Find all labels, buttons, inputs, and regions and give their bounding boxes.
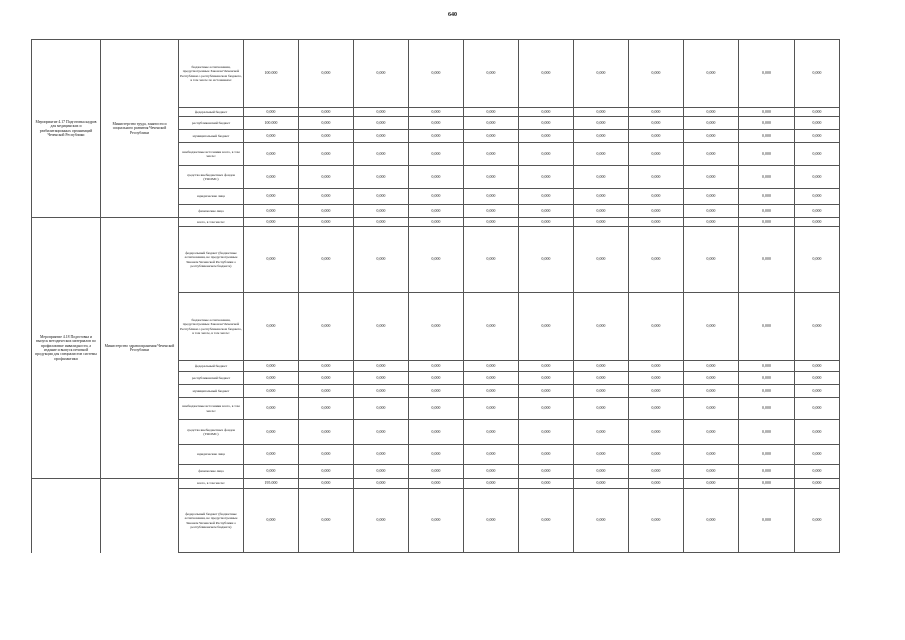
amount-cell: 0,000 <box>574 227 629 293</box>
amount-cell: 0,000 <box>519 293 574 361</box>
amount-cell: 0,000 <box>684 479 739 489</box>
amount-cell: 0,000 <box>574 361 629 372</box>
amount-cell: 0,000 <box>409 189 464 205</box>
amount-cell: 0,000 <box>409 479 464 489</box>
amount-cell: 0,000 <box>244 372 299 385</box>
amount-cell: 0,000 <box>629 420 684 445</box>
amount-cell: 0,000 <box>464 398 519 420</box>
amount-cell: 0,000 <box>795 372 840 385</box>
executor-cell: Министерство труда, занятости и социального развития Чеченской Республики <box>101 40 179 218</box>
amount-cell: 0,000 <box>574 293 629 361</box>
funding-source-cell: всего, в том числе: <box>179 218 244 227</box>
amount-cell: 0,000 <box>299 361 354 372</box>
amount-cell: 0,000 <box>574 205 629 218</box>
amount-cell: 0,000 <box>519 130 574 143</box>
amount-cell: 0,000 <box>299 130 354 143</box>
amount-cell: 0,000 <box>354 372 409 385</box>
amount-cell: 0,000 <box>629 218 684 227</box>
amount-cell: 0,000 <box>464 489 519 553</box>
funding-source-cell: физические лица <box>179 205 244 218</box>
amount-cell: 0,000 <box>464 40 519 108</box>
amount-cell: 0,000 <box>464 445 519 465</box>
amount-cell: 0,000 <box>684 445 739 465</box>
amount-cell: 0,000 <box>629 143 684 166</box>
amount-cell: 0,000 <box>629 189 684 205</box>
amount-cell: 0,000 <box>629 445 684 465</box>
amount-cell: 0,000 <box>795 227 840 293</box>
amount-cell: 0,000 <box>299 489 354 553</box>
amount-cell: 0,000 <box>299 385 354 398</box>
amount-cell: 0,000 <box>739 108 795 117</box>
amount-cell: 0,000 <box>244 489 299 553</box>
amount-cell: 0,000 <box>795 40 840 108</box>
amount-cell: 0,000 <box>519 40 574 108</box>
amount-cell: 0,000 <box>244 385 299 398</box>
amount-cell: 0,000 <box>464 372 519 385</box>
amount-cell: 0,000 <box>354 479 409 489</box>
amount-cell: 0,000 <box>354 189 409 205</box>
funding-source-cell: муниципальный бюджет <box>179 385 244 398</box>
amount-cell: 0,000 <box>244 398 299 420</box>
amount-cell: 0,000 <box>354 445 409 465</box>
amount-cell: 0,000 <box>299 445 354 465</box>
amount-cell: 0,000 <box>739 398 795 420</box>
event-name-cell <box>32 479 101 553</box>
amount-cell: 0,000 <box>574 398 629 420</box>
amount-cell: 0,000 <box>795 143 840 166</box>
amount-cell: 195.000 <box>244 479 299 489</box>
amount-cell: 0,000 <box>739 227 795 293</box>
amount-cell: 100.000 <box>244 40 299 108</box>
amount-cell: 0,000 <box>795 166 840 189</box>
amount-cell: 0,000 <box>354 420 409 445</box>
amount-cell: 0,000 <box>684 465 739 479</box>
amount-cell: 0,000 <box>684 361 739 372</box>
amount-cell: 0,000 <box>244 218 299 227</box>
funding-source-cell: федеральный бюджет <box>179 108 244 117</box>
amount-cell: 0,000 <box>299 108 354 117</box>
amount-cell: 0,000 <box>409 40 464 108</box>
amount-cell: 0,000 <box>795 218 840 227</box>
amount-cell: 0,000 <box>629 398 684 420</box>
amount-cell: 0,000 <box>354 130 409 143</box>
amount-cell: 0,000 <box>795 398 840 420</box>
amount-cell: 0,000 <box>574 218 629 227</box>
amount-cell: 0,000 <box>244 293 299 361</box>
amount-cell: 0,000 <box>464 108 519 117</box>
amount-cell: 0,000 <box>299 143 354 166</box>
amount-cell: 0,000 <box>684 166 739 189</box>
funding-source-cell: республиканский бюджет <box>179 117 244 130</box>
amount-cell: 0,000 <box>795 205 840 218</box>
funding-source-cell: бюджетные ассигнования, предусмотренные Законом Чеченской Республики о республиканском бюджете, в том числе по источникам: <box>179 40 244 108</box>
amount-cell: 0,000 <box>684 130 739 143</box>
amount-cell: 0,000 <box>244 445 299 465</box>
amount-cell: 0,000 <box>739 117 795 130</box>
amount-cell: 0,000 <box>629 479 684 489</box>
amount-cell: 0,000 <box>409 117 464 130</box>
amount-cell: 0,000 <box>464 420 519 445</box>
amount-cell: 0,000 <box>519 479 574 489</box>
amount-cell: 0,000 <box>519 361 574 372</box>
amount-cell: 0,000 <box>354 166 409 189</box>
amount-cell: 0,000 <box>629 465 684 479</box>
amount-cell: 0,000 <box>519 489 574 553</box>
amount-cell: 0,000 <box>739 143 795 166</box>
amount-cell: 0,000 <box>795 293 840 361</box>
funding-source-cell: юридические лица <box>179 189 244 205</box>
page-number: 640 <box>448 12 457 18</box>
amount-cell: 0,000 <box>299 479 354 489</box>
amount-cell: 0,000 <box>409 489 464 553</box>
amount-cell: 0,000 <box>299 218 354 227</box>
amount-cell: 0,000 <box>795 465 840 479</box>
amount-cell: 0,000 <box>464 218 519 227</box>
amount-cell: 0,000 <box>464 189 519 205</box>
amount-cell: 0,000 <box>409 398 464 420</box>
amount-cell: 0,000 <box>739 479 795 489</box>
amount-cell: 0,000 <box>409 445 464 465</box>
amount-cell: 0,000 <box>244 361 299 372</box>
amount-cell: 0,000 <box>795 479 840 489</box>
amount-cell: 0,000 <box>574 465 629 479</box>
amount-cell: 0,000 <box>629 361 684 372</box>
amount-cell: 0,000 <box>464 479 519 489</box>
amount-cell: 0,000 <box>519 189 574 205</box>
funding-source-cell: федеральный бюджет (бюджетные ассигнования, не предусмотренные Законом Чеченской Республики о республиканском бюджете) <box>179 227 244 293</box>
amount-cell: 0,000 <box>354 108 409 117</box>
amount-cell: 0,000 <box>244 130 299 143</box>
amount-cell: 0,000 <box>574 130 629 143</box>
amount-cell: 0,000 <box>299 117 354 130</box>
amount-cell: 0,000 <box>299 398 354 420</box>
amount-cell: 0,000 <box>684 189 739 205</box>
amount-cell: 0,000 <box>684 489 739 553</box>
amount-cell: 0,000 <box>684 108 739 117</box>
amount-cell: 0,000 <box>629 108 684 117</box>
funding-source-cell: федеральный бюджет (бюджетные ассигнования, не предусмотренные Законом Чеченской Республики о республиканском бюджете) <box>179 489 244 553</box>
amount-cell: 0,000 <box>354 293 409 361</box>
amount-cell: 0,000 <box>739 130 795 143</box>
amount-cell: 0,000 <box>464 385 519 398</box>
amount-cell: 0,000 <box>519 143 574 166</box>
amount-cell: 0,000 <box>629 385 684 398</box>
amount-cell: 0,000 <box>739 445 795 465</box>
funding-source-cell: муниципальный бюджет <box>179 130 244 143</box>
amount-cell: 0,000 <box>464 143 519 166</box>
amount-cell: 0,000 <box>519 108 574 117</box>
amount-cell: 0,000 <box>519 398 574 420</box>
funding-source-cell: федеральный бюджет <box>179 361 244 372</box>
event-name-cell: Мероприятие 4.18 Подготовка и выпуск методических материалов по профилактике инвалидности, а издание и выпуск печатной продукции для специалистов системы профилактики <box>32 218 101 479</box>
amount-cell: 0,000 <box>574 166 629 189</box>
amount-cell: 0,000 <box>299 40 354 108</box>
funding-source-cell: средства внебюджетных фондов (ТФОМС) <box>179 166 244 189</box>
amount-cell: 0,000 <box>464 465 519 479</box>
amount-cell: 0,000 <box>244 420 299 445</box>
amount-cell: 0,000 <box>299 189 354 205</box>
amount-cell: 0,000 <box>739 166 795 189</box>
funding-source-cell: внебюджетные источники всего, в том числе: <box>179 398 244 420</box>
amount-cell: 0,000 <box>409 130 464 143</box>
amount-cell: 0,000 <box>354 40 409 108</box>
amount-cell: 0,000 <box>354 361 409 372</box>
amount-cell: 0,000 <box>464 293 519 361</box>
amount-cell: 0,000 <box>574 479 629 489</box>
amount-cell: 0,000 <box>464 117 519 130</box>
amount-cell: 0,000 <box>299 205 354 218</box>
amount-cell: 0,000 <box>739 465 795 479</box>
amount-cell: 0,000 <box>464 361 519 372</box>
amount-cell: 0,000 <box>354 385 409 398</box>
amount-cell: 0,000 <box>409 420 464 445</box>
amount-cell: 0,000 <box>574 117 629 130</box>
amount-cell: 0,000 <box>739 420 795 445</box>
amount-cell: 0,000 <box>519 218 574 227</box>
amount-cell: 0,000 <box>574 489 629 553</box>
table-row <box>32 479 840 489</box>
amount-cell: 0,000 <box>684 143 739 166</box>
amount-cell: 0,000 <box>409 361 464 372</box>
amount-cell: 0,000 <box>299 372 354 385</box>
amount-cell: 0,000 <box>684 227 739 293</box>
amount-cell: 0,000 <box>519 117 574 130</box>
amount-cell: 0,000 <box>629 40 684 108</box>
amount-cell: 0,000 <box>299 293 354 361</box>
amount-cell: 0,000 <box>574 143 629 166</box>
amount-cell: 0,000 <box>684 205 739 218</box>
amount-cell: 0,000 <box>519 465 574 479</box>
table-row <box>32 218 840 227</box>
amount-cell: 0,000 <box>684 420 739 445</box>
amount-cell: 0,000 <box>409 218 464 227</box>
amount-cell: 0,000 <box>629 227 684 293</box>
amount-cell: 0,000 <box>464 227 519 293</box>
amount-cell: 0,000 <box>299 420 354 445</box>
amount-cell: 0,000 <box>795 361 840 372</box>
amount-cell: 100.000 <box>244 117 299 130</box>
funding-source-cell: бюджетные ассигнования, предусмотренные Законом Чеченской Республики о республиканском бюджете, в том числе, в том числе: <box>179 293 244 361</box>
amount-cell: 0,000 <box>409 372 464 385</box>
amount-cell: 0,000 <box>519 227 574 293</box>
amount-cell: 0,000 <box>629 130 684 143</box>
amount-cell: 0,000 <box>739 40 795 108</box>
amount-cell: 0,000 <box>354 398 409 420</box>
table-row <box>32 40 840 108</box>
amount-cell: 0,000 <box>795 117 840 130</box>
amount-cell: 0,000 <box>409 108 464 117</box>
amount-cell: 0,000 <box>629 489 684 553</box>
amount-cell: 0,000 <box>244 465 299 479</box>
amount-cell: 0,000 <box>299 227 354 293</box>
amount-cell: 0,000 <box>519 166 574 189</box>
amount-cell: 0,000 <box>244 143 299 166</box>
executor-cell <box>101 479 179 553</box>
executor-cell: Министерство здравоохранения Чеченской Республики <box>101 218 179 479</box>
amount-cell: 0,000 <box>629 117 684 130</box>
amount-cell: 0,000 <box>409 227 464 293</box>
amount-cell: 0,000 <box>409 465 464 479</box>
amount-cell: 0,000 <box>354 489 409 553</box>
amount-cell: 0,000 <box>299 166 354 189</box>
amount-cell: 0,000 <box>795 445 840 465</box>
amount-cell: 0,000 <box>464 205 519 218</box>
amount-cell: 0,000 <box>244 166 299 189</box>
amount-cell: 0,000 <box>684 293 739 361</box>
amount-cell: 0,000 <box>409 205 464 218</box>
funding-source-cell: всего, в том числе: <box>179 479 244 489</box>
amount-cell: 0,000 <box>244 189 299 205</box>
amount-cell: 0,000 <box>574 385 629 398</box>
funding-source-cell: юридические лица <box>179 445 244 465</box>
amount-cell: 0,000 <box>464 130 519 143</box>
amount-cell: 0,000 <box>574 445 629 465</box>
amount-cell: 0,000 <box>795 489 840 553</box>
amount-cell: 0,000 <box>574 420 629 445</box>
amount-cell: 0,000 <box>409 293 464 361</box>
amount-cell: 0,000 <box>409 385 464 398</box>
amount-cell: 0,000 <box>795 108 840 117</box>
amount-cell: 0,000 <box>684 372 739 385</box>
amount-cell: 0,000 <box>684 398 739 420</box>
amount-cell: 0,000 <box>739 293 795 361</box>
amount-cell: 0,000 <box>795 189 840 205</box>
amount-cell: 0,000 <box>629 293 684 361</box>
amount-cell: 0,000 <box>574 189 629 205</box>
amount-cell: 0,000 <box>354 117 409 130</box>
amount-cell: 0,000 <box>684 218 739 227</box>
amount-cell: 0,000 <box>574 40 629 108</box>
amount-cell: 0,000 <box>354 465 409 479</box>
amount-cell: 0,000 <box>629 372 684 385</box>
amount-cell: 0,000 <box>574 108 629 117</box>
amount-cell: 0,000 <box>739 385 795 398</box>
amount-cell: 0,000 <box>299 465 354 479</box>
amount-cell: 0,000 <box>629 166 684 189</box>
amount-cell: 0,000 <box>574 372 629 385</box>
amount-cell: 0,000 <box>519 445 574 465</box>
amount-cell: 0,000 <box>464 166 519 189</box>
amount-cell: 0,000 <box>739 372 795 385</box>
amount-cell: 0,000 <box>739 361 795 372</box>
funding-source-cell: физические лица <box>179 465 244 479</box>
budget-table <box>31 39 840 553</box>
amount-cell: 0,000 <box>519 372 574 385</box>
amount-cell: 0,000 <box>739 489 795 553</box>
amount-cell: 0,000 <box>519 420 574 445</box>
amount-cell: 0,000 <box>354 227 409 293</box>
amount-cell: 0,000 <box>409 143 464 166</box>
event-name-cell: Мероприятие 4.17 Подготовка кадров для медицинских и реабилитационных организаций Чеченской Республики <box>32 40 101 218</box>
funding-source-cell: республиканский бюджет <box>179 372 244 385</box>
amount-cell: 0,000 <box>244 108 299 117</box>
amount-cell: 0,000 <box>739 189 795 205</box>
amount-cell: 0,000 <box>409 166 464 189</box>
amount-cell: 0,000 <box>795 130 840 143</box>
amount-cell: 0,000 <box>629 205 684 218</box>
amount-cell: 0,000 <box>354 205 409 218</box>
amount-cell: 0,000 <box>684 40 739 108</box>
amount-cell: 0,000 <box>795 420 840 445</box>
amount-cell: 0,000 <box>244 205 299 218</box>
funding-source-cell: средства внебюджетных фондов (ТФОМС) <box>179 420 244 445</box>
amount-cell: 0,000 <box>739 218 795 227</box>
amount-cell: 0,000 <box>795 385 840 398</box>
amount-cell: 0,000 <box>244 227 299 293</box>
amount-cell: 0,000 <box>519 385 574 398</box>
funding-source-cell: внебюджетные источники всего, в том числе: <box>179 143 244 166</box>
amount-cell: 0,000 <box>354 143 409 166</box>
amount-cell: 0,000 <box>684 385 739 398</box>
amount-cell: 0,000 <box>354 218 409 227</box>
amount-cell: 0,000 <box>519 205 574 218</box>
amount-cell: 0,000 <box>739 205 795 218</box>
amount-cell: 0,000 <box>684 117 739 130</box>
